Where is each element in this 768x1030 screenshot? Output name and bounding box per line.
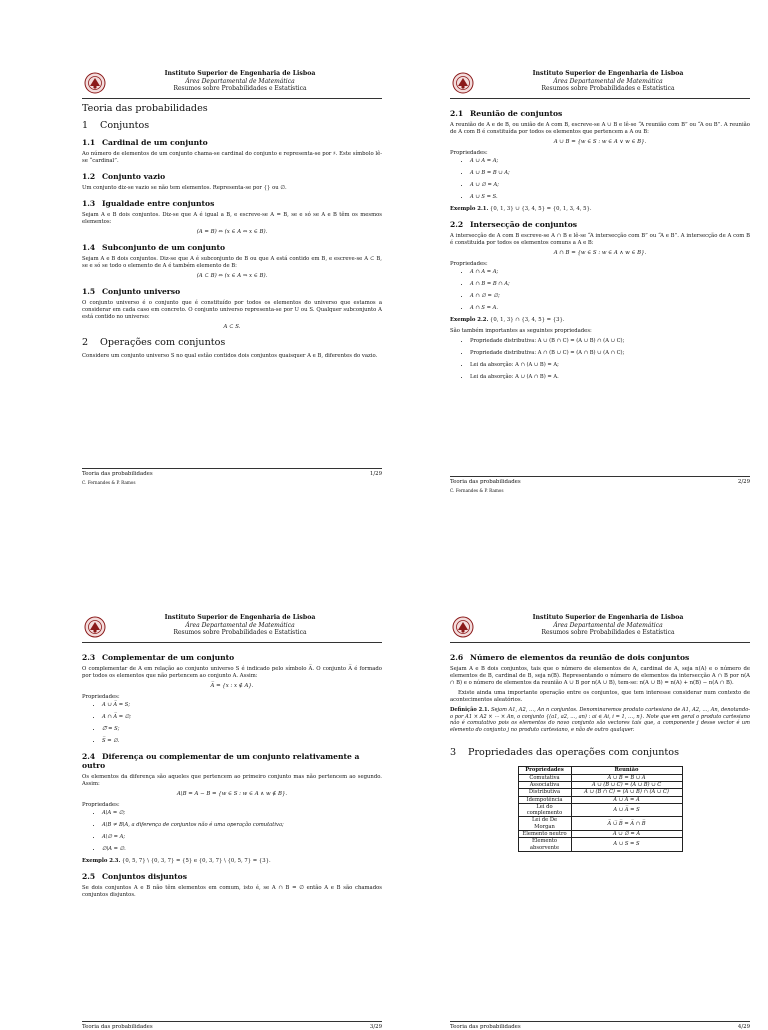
isel-logo-icon [84, 72, 106, 94]
page-number: 3/29 [369, 1024, 382, 1030]
course-subtitle: Resumos sobre Probabilidades e Estatística [541, 629, 675, 637]
section-number: 1 [82, 120, 89, 131]
slide-page-1 [82, 70, 382, 490]
table-cell: Elemento neutro [518, 831, 571, 838]
course-subtitle: Resumos sobre Probabilidades e Estatística [173, 85, 307, 93]
paragraph: A intersecção de A com B escreve-se A ∩ B e lê-se “A intersecção com B” ou “A e B”. A intersecção de A com B é constituída por todos os elementos comuns a A e B: [450, 233, 750, 246]
subsection-number: 1.1 [82, 138, 96, 147]
list-item: • Propriedade distributiva: A ∪ (B ∩ C) = (A ∪ B) ∩ (A ∪ C); [470, 338, 750, 345]
subsection-heading [82, 199, 382, 208]
subsection-heading [82, 243, 382, 252]
list-item: • A ∩ ∅ = ∅; [470, 293, 750, 300]
paragraph: Ao número de elementos de um conjunto chama-se cardinal do conjunto e representa-se por ♯. Este símbolo lê-se “cardinal”. [82, 151, 382, 164]
slide-page-4 [450, 614, 750, 1030]
list-item: • A ∪ A̅ = S; [102, 702, 382, 709]
subsection-title: Número de elementos da reunião de dois conjuntos [470, 653, 690, 662]
table-cell: Associativa [518, 781, 571, 788]
slide-header [450, 614, 750, 643]
table-cell: Elemento absorvente [518, 838, 571, 852]
definition-text: Sejam A1, A2, …, An n conjuntos. Denominaremos produto cartesiano de A1, A2, …, An, denotando-o por A1 × A2 × ⋯ × An, o conjunto {(a1, a2, …, an) : ai ∈ Ai, i = 1, …, n}. Note que em geral o produto cartesiano não é comutativo pois os elementos do novo conjunto são vectores tais que, a componente j desse vector é um elemento do conjunto j no produto cartesiano, e não de outro qualquer. [450, 707, 750, 733]
subsection-heading [82, 872, 382, 881]
definition [450, 707, 750, 733]
paragraph: A reunião de A e de B, ou união de A com B, escreve-se A ∪ B e lê-se “A reunião com B” ou “A ou B”. A reunião de A com B é constituída por todos os elementos que pertencem a A ou B: [450, 122, 750, 135]
paragraph: O complementar de A em relação ao conjunto universo S é indicado pelo símbolo A̅. O conjunto A̅ é formado por todos os elementos que não pertencem ao conjunto A. Assim: [82, 666, 382, 679]
properties-list [82, 810, 382, 853]
footer-authors: C. Fernandes & P. Ramos [450, 488, 504, 493]
table-cell: A ∪ B = B ∪ A [571, 774, 682, 781]
table-header-row [518, 767, 682, 774]
subsection-number: 1.3 [82, 199, 96, 208]
list-item: • A ∩ B = B ∩ A; [470, 281, 750, 288]
list-item: • A ∩ S = A. [470, 305, 750, 312]
paragraph: Se dois conjuntos A e B não têm elementos em comum, isto é, se A ∩ B = ∅ então A e B são chamados conjuntos disjuntos. [82, 885, 382, 898]
equation: A ⊂ S. [223, 324, 241, 330]
institute-name: Instituto Superior de Engenharia de Lisboa [164, 70, 316, 77]
subsection-heading [82, 752, 382, 770]
isel-logo-icon [84, 616, 106, 638]
section-heading [82, 120, 382, 131]
department-name: Área Departamental de Matemática [553, 77, 663, 85]
properties-list [450, 269, 750, 312]
isel-logo-icon [452, 72, 474, 94]
subsection-heading [450, 109, 750, 118]
subsection-heading [82, 287, 382, 296]
example-text: {0, 1, 3} ∩ {3, 4, 5} = {3}. [490, 317, 565, 323]
paragraph: Um conjunto diz-se vazio se não tem elementos. Representa-se por {} ou ∅. [82, 185, 287, 191]
equation: A\B = A − B = {w ∈ S : w ∈ A ∧ w ∉ B}. [176, 791, 288, 797]
footer-authors: C. Fernandes & P. Ramos [82, 480, 136, 485]
definition-label: Definição 2.1. [450, 707, 490, 713]
example [82, 858, 382, 865]
table-cell: A ∪ A̅ = S [571, 803, 682, 817]
table-row [518, 796, 682, 803]
institute-name: Instituto Superior de Engenharia de Lisboa [532, 70, 684, 77]
slide-header [82, 614, 382, 643]
equation: A̅ = {x : x ∉ A}. [210, 683, 254, 689]
section-number: 2 [82, 337, 89, 348]
table-row [518, 831, 682, 838]
table-row [518, 781, 682, 788]
subsection-number: 2.6 [450, 653, 464, 662]
institute-name: Instituto Superior de Engenharia de Lisboa [164, 614, 316, 621]
subsection-title: Diferença ou complementar de um conjunto relativamente a outro [82, 752, 360, 770]
subsection-heading [82, 172, 382, 181]
subsection-number: 1.2 [82, 172, 96, 181]
subsection-number: 1.5 [82, 287, 96, 296]
paragraph: Sejam A e B dois conjuntos, tais que o número de elementos de A, cardinal de A, seja n(A) e o número de elementos de B, cardinal de B, seja n(B). Representando o número de elementos da intersecção A ∩ B por n(A ∩ B) e o número de elementos da reunião A ∪ B por n(A ∪ B), tem-se: n(A ∪ B) = n(A) + n(B) − n(A ∩ B). [450, 666, 750, 686]
isel-logo-icon [452, 616, 474, 638]
subsection-title: Conjuntos disjuntos [102, 872, 188, 881]
list-item: • Lei da absorção: A ∪ (A ∩ B) = A. [470, 374, 750, 381]
table-cell: Lei do complemento [518, 803, 571, 817]
properties-list [450, 158, 750, 201]
example [450, 317, 750, 324]
section-number: 3 [450, 747, 457, 759]
section-heading [82, 337, 382, 348]
table-cell: A ∪ (B ∩ C) = (A ∪ B) ∩ (A ∪ C) [571, 789, 682, 796]
section-title: Operações com conjuntos [100, 337, 226, 348]
table-cell: A̅ ∪̅ B̅ = A̅ ∩ B̅ [571, 817, 682, 831]
subsection-number: 2.3 [82, 653, 96, 662]
subsection-heading [450, 220, 750, 229]
subsection-title: Cardinal de um conjunto [102, 138, 208, 147]
table-cell: A ∪ A = A [571, 796, 682, 803]
table-header: Propriedades [518, 767, 571, 774]
table-cell: Distributiva [518, 789, 571, 796]
properties-label: Propriedades: [450, 150, 488, 156]
table-row [518, 803, 682, 817]
footer-title: Teoria das probabilidades [450, 479, 521, 485]
page-number: 4/29 [737, 1024, 750, 1030]
paragraph: Considere um conjunto universo S no qual estão contidos dois conjuntos quaisquer A e B, diferentes do vazio. [82, 353, 378, 359]
example-label: Exemplo 2.2. [450, 317, 489, 323]
list-item: • A ∪ ∅ = A; [470, 182, 750, 189]
department-name: Área Departamental de Matemática [185, 77, 295, 85]
slide-footer [450, 476, 750, 493]
equation: A ∩ B = {w ∈ S : w ∈ A ∧ w ∈ B}. [553, 250, 647, 256]
table-cell: Comutativa [518, 774, 571, 781]
subsection-number: 2.5 [82, 872, 96, 881]
table-row [518, 838, 682, 852]
institute-name: Instituto Superior de Engenharia de Lisboa [532, 614, 684, 621]
list-item: • A ∩ A = A; [470, 269, 750, 276]
list-item: • S̅ = ∅. [102, 738, 382, 745]
list-item: • A\A = ∅; [102, 810, 382, 817]
section-heading [450, 747, 750, 758]
slide-page-2 [450, 70, 750, 500]
paragraph: Existe ainda uma importante operação entre os conjuntos, que tem interesse considerar num contexto de acontecimentos aleatórios. [450, 690, 750, 703]
properties-list [82, 702, 382, 745]
list-item: • A\B ≠ B\A, a diferença de conjuntos não é uma operação comutativa; [102, 822, 382, 829]
subsection-number: 2.4 [82, 752, 96, 761]
table-cell: Lei de De Morgan [518, 817, 571, 831]
table-row [518, 817, 682, 831]
list-item: • A ∪ A = A; [470, 158, 750, 165]
example-text: {0, 1, 3} ∪ {3, 4, 5} = {0, 1, 3, 4, 5}. [490, 206, 592, 212]
slide-footer [82, 1021, 382, 1030]
subsection-title: Subconjunto de um conjunto [102, 243, 226, 252]
subsection-title: Reunião de conjuntos [470, 109, 563, 118]
table-row [518, 789, 682, 796]
paragraph: Os elementos da diferença são aqueles que pertencem ao primeiro conjunto mas não pertencem ao segundo. Assim: [82, 774, 382, 787]
list-item: • ∅̅ = S; [102, 726, 382, 733]
table-cell: Idempotência [518, 796, 571, 803]
subsection-title: Conjunto universo [102, 287, 181, 296]
slide-footer [82, 468, 382, 485]
properties-table [518, 766, 683, 852]
footer-title: Teoria das probabilidades [82, 1024, 153, 1030]
properties-list [450, 338, 750, 381]
table-row [518, 774, 682, 781]
subsection-heading [82, 653, 382, 662]
course-subtitle: Resumos sobre Probabilidades e Estatística [173, 629, 307, 637]
subsection-number: 2.1 [450, 109, 464, 118]
subsection-title: Intersecção de conjuntos [470, 220, 578, 229]
example-text: {0, 5, 7} \ {0, 3, 7} = {5} e {0, 3, 7} \ {0, 5, 7} = {3}. [122, 858, 271, 864]
list-item: • Propriedade distributiva: A ∩ (B ∪ C) = (A ∩ B) ∪ (A ∩ C); [470, 350, 750, 357]
slide-header [450, 70, 750, 99]
paragraph: Sejam A e B dois conjuntos. Diz-se que A é subconjunto de B ou que A está contido em B, e escreve-se A ⊂ B, se e só se todo o elemento de A é também elemento de B: [82, 256, 382, 269]
table-cell: A ∪ (B ∪ C) = (A ∪ B) ∪ C [571, 781, 682, 788]
paragraph: Sejam A e B dois conjuntos. Diz-se que A é igual a B, e escreve-se A = B, se e só se A e B têm os mesmos elementos: [82, 212, 382, 225]
slide-page-3 [82, 614, 382, 1030]
properties-label: Propriedades: [450, 261, 488, 267]
table-cell: A ∪ S = S [571, 838, 682, 852]
page-number: 2/29 [737, 479, 750, 485]
example [450, 206, 750, 213]
slide-footer [450, 1021, 750, 1030]
equation: (A ⊂ B) ⇔ (x ∈ A ⇒ x ∈ B). [196, 273, 268, 279]
equation: (A = B) ⇔ (x ∈ A ⇔ x ∈ B). [196, 229, 268, 235]
equation: A ∪ B = {w ∈ S : w ∈ A ∨ w ∈ B}. [553, 139, 647, 145]
page-title: Teoria das probabilidades [82, 103, 208, 114]
page-number: 1/29 [369, 471, 382, 477]
subsection-title: Complementar de um conjunto [102, 653, 235, 662]
subsection-number: 1.4 [82, 243, 96, 252]
footer-title: Teoria das probabilidades [450, 1024, 521, 1030]
section-title: Propriedades das operações com conjuntos [468, 747, 679, 759]
table-cell: A ∪ ∅ = A [571, 831, 682, 838]
subsection-number: 2.2 [450, 220, 464, 229]
list-item: • A ∪ S = S. [470, 194, 750, 201]
paragraph: São também importantes as seguintes propriedades: [450, 328, 592, 334]
list-item: • Lei da absorção: A ∩ (A ∪ B) = A; [470, 362, 750, 369]
list-item: • A\∅ = A; [102, 834, 382, 841]
footer-title: Teoria das probabilidades [82, 471, 153, 477]
section-title: Conjuntos [100, 120, 150, 131]
subsection-title: Igualdade entre conjuntos [102, 199, 215, 208]
course-subtitle: Resumos sobre Probabilidades e Estatística [541, 85, 675, 93]
slide-header [82, 70, 382, 99]
list-item: • A ∩ A̅ = ∅; [102, 714, 382, 721]
subsection-heading [450, 653, 750, 662]
table-header: Reunião [571, 767, 682, 774]
list-item: • ∅\A = ∅. [102, 846, 382, 853]
properties-label: Propriedades: [82, 694, 120, 700]
example-label: Exemplo 2.3. [82, 858, 121, 864]
department-name: Área Departamental de Matemática [553, 621, 663, 629]
example-label: Exemplo 2.1. [450, 206, 489, 212]
paragraph: O conjunto universo é o conjunto que é constituído por todos os elementos do universo que estamos a considerar em cada caso em concreto. O conjunto universo representa-se por U ou S. Qualquer subconjunto A está contido no universo: [82, 300, 382, 320]
subsection-heading [82, 138, 382, 147]
properties-label: Propriedades: [82, 802, 120, 808]
department-name: Área Departamental de Matemática [185, 621, 295, 629]
list-item: • A ∪ B = B ∪ A; [470, 170, 750, 177]
subsection-title: Conjunto vazio [102, 172, 166, 181]
